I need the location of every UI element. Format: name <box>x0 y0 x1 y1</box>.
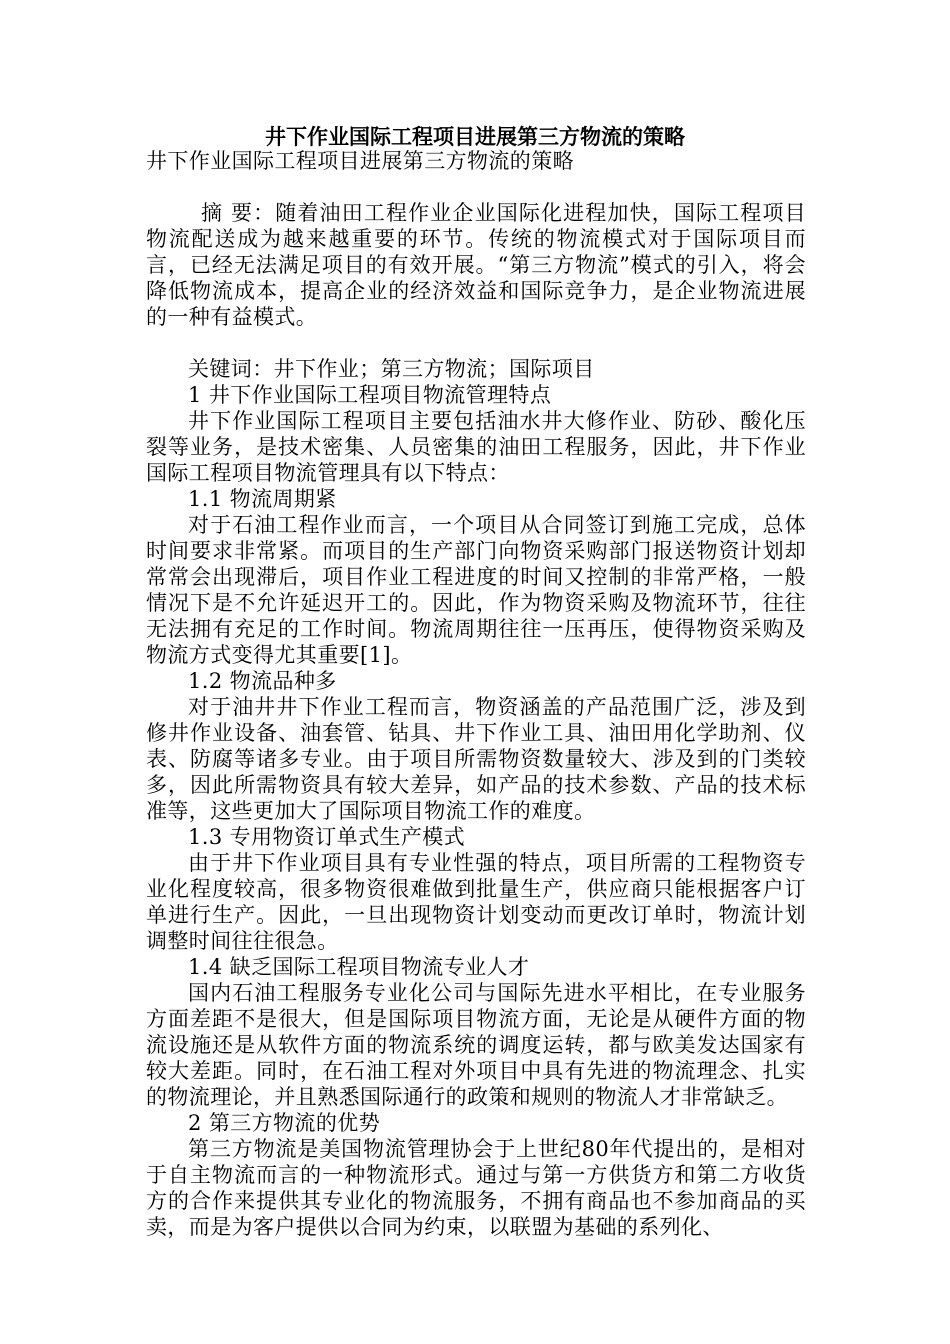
section-heading: 1.2 物流品种多 <box>188 669 337 693</box>
section-paragraph: 井下作业国际工程项目主要包括油水井大修作业、防砂、酸化压裂等业务，是技术密集、人员密集的油田工程服务，因此，井下作业国际工程项目物流管理具有以下特点： <box>146 409 806 485</box>
section-paragraph: 对于石油工程作业而言，一个项目从合同签订到施工完成，总体时间要求非常紧。而项目的生产部门向物资采购部门报送物资计划却常常会出现滞后，项目作业工程进度的时间又控制的非常严格，一般情况下是不允许延迟开工的。因此，作为物资采购及物流环节，往往无法拥有充足的工作时间。物流周期往往一压再压，使得物资采购及物流方式变得尤其重要[1]。 <box>146 513 806 667</box>
blank-line <box>146 174 806 200</box>
section-heading: 1.4 缺乏国际工程项目物流专业人才 <box>188 955 530 979</box>
section-heading: 1 井下作业国际工程项目物流管理特点 <box>188 383 552 407</box>
section-paragraph: 对于油井井下作业工程而言，物资涵盖的产品范围广泛，涉及到修井作业设备、油套管、钻具、井下作业工具、油田用化学助剂、仪表、防腐等诸多专业。由于项目所需物资数量较大、涉及到的门类较多，因此所需物资具有较大差异，如产品的技术参数、产品的技术标准等，这些更加大了国际项目物流工作的难度。 <box>146 695 806 823</box>
blank-line <box>146 330 806 356</box>
keywords-line: 关键词：井下作业；第三方物流；国际项目 <box>188 357 595 381</box>
section-heading: 1.3 专用物资订单式生产模式 <box>188 825 466 849</box>
section-heading: 2 第三方物流的优势 <box>188 1111 381 1135</box>
section-heading: 1.1 物流周期紧 <box>188 487 337 511</box>
section-paragraph: 第三方物流是美国物流管理协会于上世纪80年代提出的，是相对于自主物流而言的一种物流形式。通过与第一方供货方和第二方收货方的合作来提供其专业化的物流服务，不拥有商品也不参加商品的买卖，而是为客户提供以合同为约束，以联盟为基础的系列化、 <box>146 1137 806 1239</box>
document-title: 井下作业国际工程项目进展第三方物流的策略 <box>265 125 685 149</box>
section-paragraph: 国内石油工程服务专业化公司与国际先进水平相比，在专业服务方面差距不是很大，但是国际项目物流方面，无论是从硬件方面的物流设施还是从软件方面的物流系统的调度运转，都与欧美发达国家有较大差距。同时，在石油工程对外项目中具有先进的物流理念、扎实的物流理论，并且熟悉国际通行的政策和规则的物流人才非常缺乏。 <box>146 981 806 1109</box>
section-paragraph: 由于井下作业项目具有专业性强的特点，项目所需的工程物资专业化程度较高，很多物资很难做到批量生产，供应商只能根据客户订单进行生产。因此，一旦出现物资计划变动而更改订单时，物流计划调整时间往往很急。 <box>146 851 806 953</box>
document-subtitle: 井下作业国际工程项目进展第三方物流的策略 <box>146 149 574 173</box>
abstract-paragraph: 摘 要：随着油田工程作业企业国际化进程加快，国际工程项目物流配送成为越来越重要的环节。传统的物流模式对于国际项目而言，已经无法满足项目的有效开展。“第三方物流”模式的引入，将会降低物流成本，提高企业的经济效益和国际竞争力，是企业物流进展的一种有益模式。 <box>146 201 806 329</box>
document-body <box>146 148 806 1240</box>
